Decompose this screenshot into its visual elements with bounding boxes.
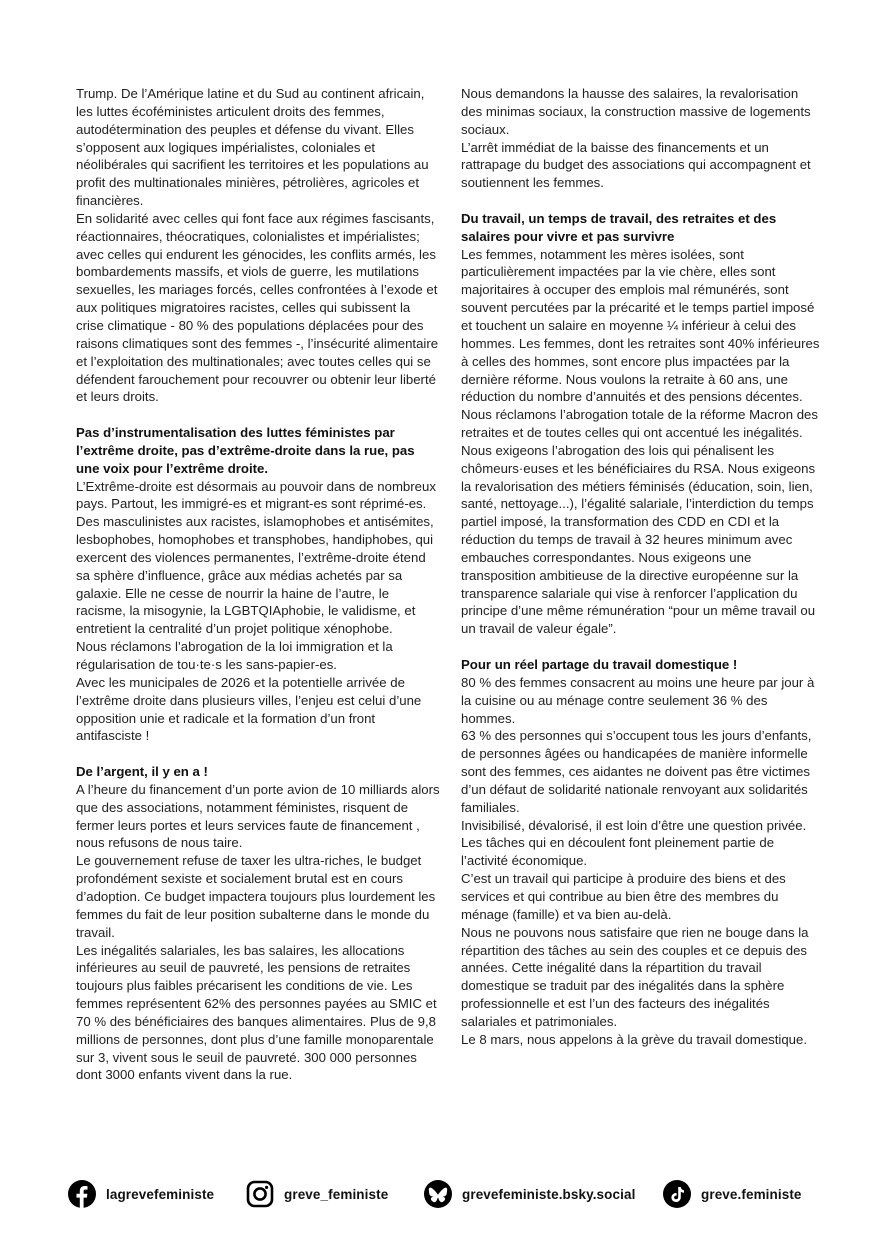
block-demands [461, 85, 821, 192]
paragraph: L’Extrême-droite est désormais au pouvoir dans de nombreux pays. Partout, les immigré-es et migrant-es sont réprimé-es. Des masculinistes aux racistes, islamophobes et antisémites, lesbophobes, homophobes et transphobes, handiphobes, qui exercent des violences permanentes, l’extrême-droite étend sa sphère d’influence, grâce aux médias achetés par sa galaxie. Elle ne cesse de nourrir la haine de l’autre, le racisme, la misogynie, la LGBTQIAphobie, le validisme, et entretient la centralité d’un projet politique xénophobe. [76, 478, 436, 637]
social-handle: grevefeministe.bsky.social [462, 1186, 636, 1202]
paragraph: Les inégalités salariales, les bas salaires, les allocations inférieures au seuil de pauvreté, les pensions de retraites toujours plus faibles précarisent les conditions de vie. Les femmes représentent 62% des personnes payées au SMIC et 70 % des bénéficiaires des banques alimentaires. Plus de 9,8 millions de personnes, dont plus d’une famille monoparentale sur 3, vivent sous le seuil de pauvreté. 300 000 personnes dont 3000 enfants vivent dans la rue. [76, 942, 437, 1083]
paragraph: En solidarité avec celles qui font face aux régimes fascisants, réactionnaires, théocratiques, colonialistes et impérialistes; avec celles qui endurent les génocides, les conflits armés, les bombardements massifs, et viols de guerre, les mutilations sexuelles, les mariages forcés, celles confrontées à l’exode et aux politiques migratoires racistes, celles qui subissent la crise climatique - 80 % des populations déplacées pour des raisons climatiques sont des femmes -, l’insécurité alimentaire et l’exploitation des multinationales; avec toutes celles qui se défendent farouchement pour recouvrer ou obtenir leur liberté et leurs droits. [76, 210, 439, 405]
bluesky-icon [424, 1180, 452, 1208]
social-link-bluesky[interactable] [424, 1178, 635, 1210]
paragraph: L’arrêt immédiat de la baisse des financements et un rattrapage du budget des associations qui accompagnent et soutiennent les femmes. [461, 139, 811, 191]
section-heading: Pas d’instrumentalisation des luttes féministes par l’extrême droite, pas d’extrême-droite dans la rue, pas une voix pour l’extrême droite. [76, 425, 415, 476]
paragraph: Avec les municipales de 2026 et la potentielle arrivée de l’extrême droite dans plusieurs villes, l’enjeu est celui d’une opposition unie et radicale et la formation d’un front antifasciste ! [76, 674, 422, 744]
paragraph: Nous ne pouvons nous satisfaire que rien ne bouge dans la répartition des tâches au sein des couples et ce depuis des années. Cette inégalité dans la répartition du travail domestique se traduit par des inégalités dans la sphère professionnelle et est l’un des facteurs des inégalités salariales et patrimoniales. [461, 924, 809, 1029]
block-work-retirement [461, 210, 821, 638]
right-column [461, 85, 821, 1049]
paragraph: Le gouvernement refuse de taxer les ultra-riches, le budget profondément sexiste et socialement brutal est en cours d’adoption. Ce budget impactera toujours plus lourdement les femmes du fait de leur position subalterne dans le monde du travail. [76, 853, 436, 940]
paragraph: Nous réclamons l’abrogation totale de la réforme Macron des retraites et de toutes celles qui ont accentué les inégalités. Nous exigeons l’abrogation des lois qui pénalisent les chômeurs·euses et les bénéficiaires du RSA. Nous exigeons la revalorisation des métiers féminisés (éducation, soin, lien, santé, nettoyage...), l’égalité salariale, l’interdiction du temps partiel imposé, la transformation des CDD en CDI et la réduction du temps de travail à 32 heures minimum avec embauches correspondantes. Nous exigeons une transposition ambitieuse de la directive européenne sur la transparence salariale qui vise à renforcer l’application du principe d’une même rémunération “pour un même travail ou un travail de valeur égale”. [461, 407, 818, 637]
paragraph: Invisibilisé, dévalorisé, il est loin d’être une question privée. Les tâches qui en découlent font pleinement partie de l’activité économique. [461, 817, 807, 869]
paragraph: A l’heure du financement d’un porte avion de 10 milliards alors que des associations, notamment féministes, risquent de fermer leurs portes et leurs services faute de financement , nous refusons de nous taire. [76, 781, 440, 851]
paragraph: Les femmes, notamment les mères isolées, sont particulièrement impactées par la vie chère, elles sont majoritaires à occuper des emplois mal rémunérés, sont souvent percutées par la précarité et le temps partiel imposé et touchent un salaire en moyenne ¼ inférieur à celui des hommes. Les femmes, dont les retraites sont 40% inférieures à celles des hommes, sont encore plus impactées par la dernière réforme. Nous voulons la retraite à 60 ans, une réduction du nombre d’annuités et des pensions décentes. [461, 246, 820, 405]
social-link-tiktok[interactable] [663, 1178, 802, 1210]
social-footer [0, 1178, 887, 1212]
social-handle: greve.feministe [701, 1186, 802, 1202]
social-handle: greve_feministe [284, 1186, 389, 1202]
paragraph: Le 8 mars, nous appelons à la grève du travail domestique. [461, 1031, 808, 1047]
section-heading: Pour un réel partage du travail domestique ! [461, 657, 738, 672]
block-intro-ecofeminism [76, 85, 441, 406]
paragraph: 63 % des personnes qui s’occupent tous les jours d’enfants, de personnes âgées ou handicapées de manière informelle sont des femmes, ces aidantes ne doivent pas être victimes d’un défaut de solidarité nationale renvoyant aux solidarités familiales. [461, 728, 812, 815]
block-far-right [76, 424, 441, 745]
section-heading: Du travail, un temps de travail, des retraites et des salaires pour vivre et pas survivre [461, 210, 777, 244]
facebook-icon [68, 1180, 96, 1208]
social-handle: lagrevefeministe [106, 1186, 215, 1202]
block-domestic-work [461, 656, 821, 1049]
instagram-icon [246, 1180, 274, 1208]
paragraph: C’est un travail qui participe à produire des biens et des services et qui contribue au bien être des membres du ménage (famille) et va bien au-delà. [461, 871, 786, 922]
social-link-instagram[interactable] [246, 1178, 388, 1210]
section-heading: De l’argent, il y en a ! [76, 764, 208, 780]
paragraph: Nous demandons la hausse des salaires, la revalorisation des minimas sociaux, la construction massive de logements sociaux. [461, 86, 811, 137]
paragraph: 80 % des femmes consacrent au moins une heure par jour à la cuisine ou au ménage contre seulement 36 % des hommes. [461, 674, 815, 726]
social-link-facebook[interactable] [68, 1178, 214, 1210]
left-column [76, 85, 441, 1084]
tiktok-icon [663, 1180, 691, 1208]
paragraph: Trump. De l’Amérique latine et du Sud au continent africain, les luttes écoféministes articulent droits des femmes, autodétermination des peuples et défense du vivant. Elles s’opposent aux logiques impérialistes, coloniales et néolibérales qui sacrifient les territoires et les populations au profit des multinationales minières, pétrolières, agricoles et financières. [76, 86, 429, 209]
paragraph: Nous réclamons l’abrogation de la loi immigration et la régularisation de tou·te·s les sans-papier-es. [76, 639, 393, 672]
block-money [76, 763, 441, 1084]
